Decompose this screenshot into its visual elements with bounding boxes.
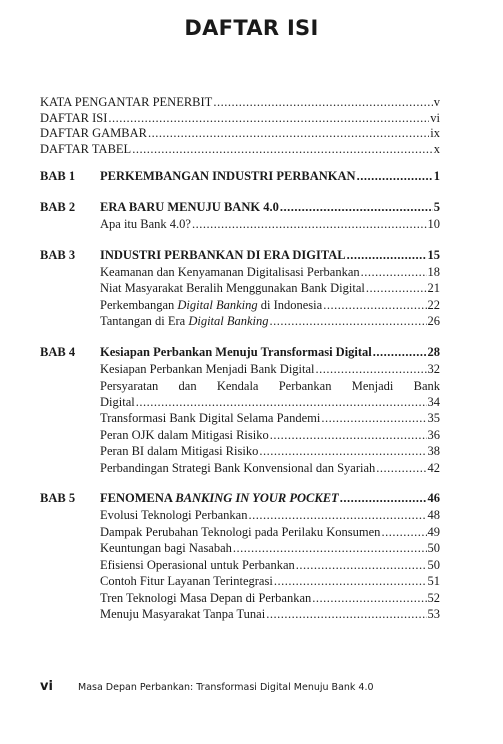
section-title-part: di Indonesia: [257, 297, 323, 312]
toc-page-number: 28: [427, 344, 440, 359]
chapter-title-row[interactable]: [100, 169, 440, 186]
toc-section-row[interactable]: [100, 607, 440, 624]
toc-section-row[interactable]: [100, 591, 440, 608]
chapter-title-row[interactable]: [100, 248, 440, 265]
toc-section-row[interactable]: [100, 281, 440, 298]
running-title: Masa Depan Perbankan: Transformasi Digital Menuju Bank 4.0: [78, 682, 374, 693]
toc-page-number: 51: [427, 574, 440, 588]
toc-section-row[interactable]: [100, 525, 440, 542]
dot-leader: [148, 126, 429, 141]
toc-chapter-3: [40, 248, 440, 331]
dot-leader: [347, 248, 427, 263]
toc-section-row[interactable]: [100, 362, 440, 379]
toc-page-number: 50: [427, 557, 440, 572]
section-title: Peran BI dalam Mitigasi Risiko: [100, 444, 259, 458]
toc-section-row[interactable]: [100, 217, 440, 234]
toc-page-number: 49: [427, 524, 440, 539]
toc-section-row[interactable]: [100, 508, 440, 525]
toc-page-number: 42: [427, 460, 440, 475]
toc-page-number: 5: [433, 200, 440, 214]
section-title: [100, 314, 269, 329]
toc-section-row[interactable]: [100, 541, 440, 558]
section-title: Dampak Perubahan Teknologi pada Perilaku Konsumen: [100, 524, 381, 539]
dot-leader: [340, 491, 427, 506]
chapter-title-row[interactable]: [100, 345, 440, 362]
chapter-title: INDUSTRI PERBANKAN DI ERA DIGITAL: [100, 247, 346, 262]
toc-page-number: 50: [427, 541, 440, 555]
chapter-label: BAB 1: [40, 169, 76, 183]
dot-leader: [321, 411, 426, 426]
section-title: Perbandingan Strategi Bank Konvensional dan Syariah: [100, 460, 376, 475]
dot-leader: [312, 591, 426, 606]
chapter-title: PERKEMBANGAN INDUSTRI PERBANKAN: [100, 169, 356, 183]
dot-leader: [192, 217, 427, 232]
section-title: Evolusi Teknologi Perbankan: [100, 508, 248, 522]
dot-leader: [132, 142, 433, 157]
toc-front-kata-pengantar[interactable]: [40, 95, 440, 111]
dot-leader: [280, 200, 433, 215]
toc-page-number: 34: [427, 394, 440, 409]
dot-leader: [323, 298, 426, 313]
section-title: Contoh Fitur Layanan Terintegrasi: [100, 574, 273, 588]
section-title: Peran OJK dalam Mitigasi Risiko: [100, 427, 269, 442]
section-title: Apa itu Bank 4.0?: [100, 217, 191, 231]
chapter-title-italic: BANKING IN YOUR POCKET: [175, 491, 339, 505]
table-of-contents: [40, 95, 440, 624]
chapter-title-part: FENOMENA: [100, 491, 176, 505]
section-title: Kesiapan Perbankan Menjadi Bank Digital: [100, 361, 315, 376]
toc-front-daftar-tabel[interactable]: [40, 142, 440, 158]
dot-leader: [361, 265, 427, 280]
toc-page-number: x: [433, 141, 440, 156]
chapter-label: BAB 4: [40, 344, 76, 359]
page-footer: [40, 679, 460, 694]
toc-chapter-2: [40, 200, 440, 234]
section-title-line-2: Digital: [100, 394, 135, 409]
dot-leader: [366, 281, 427, 296]
section-title: Transformasi Bank Digital Selama Pandemi: [100, 411, 321, 425]
toc-section-row[interactable]: [100, 395, 440, 412]
page-title: DAFTAR ISI: [184, 16, 319, 40]
chapter-label: BAB 3: [40, 247, 76, 262]
toc-page-number: 52: [427, 590, 440, 605]
dot-leader: [266, 607, 426, 622]
toc-page-number: 46: [427, 491, 440, 505]
toc-section-row[interactable]: [100, 411, 440, 428]
toc-page-number: ix: [430, 126, 440, 140]
chapter-title-row[interactable]: [100, 200, 440, 217]
toc-page-number: 10: [427, 217, 440, 231]
toc-page-number: 35: [427, 411, 440, 425]
dot-leader: [249, 508, 427, 523]
section-title: Keuntungan bagi Nasabah: [100, 541, 232, 555]
chapter-title-row[interactable]: [100, 491, 440, 508]
section-title: [100, 298, 322, 313]
toc-chapter-4: [40, 345, 440, 478]
toc-section-row[interactable]: [100, 558, 440, 575]
toc-page-number: 48: [427, 508, 440, 522]
toc-entry-label: DAFTAR TABEL: [40, 141, 132, 156]
dot-leader: [136, 395, 427, 410]
chapter-title: Kesiapan Perbankan Menuju Transformasi Digital: [100, 344, 372, 359]
toc-front-daftar-isi[interactable]: [40, 111, 440, 127]
toc-page-number: v: [433, 95, 440, 109]
section-title: Keamanan dan Kenyamanan Digitalisasi Perbankan: [100, 264, 360, 279]
toc-page-number: 38: [427, 444, 440, 458]
toc-chapter-5: [40, 491, 440, 624]
toc-page-number: 1: [433, 169, 440, 183]
toc-entry-label: DAFTAR ISI: [40, 110, 108, 125]
section-title: Menuju Masyarakat Tanpa Tunai: [100, 607, 266, 621]
section-title: Efisiensi Operasional untuk Perbankan: [100, 557, 295, 572]
section-title: Niat Masyarakat Beralih Menggunakan Bank Digital: [100, 281, 365, 295]
toc-section-row[interactable]: [100, 461, 440, 478]
dot-leader: [259, 444, 426, 459]
toc-entry-label: KATA PENGANTAR PENERBIT: [40, 95, 213, 109]
dot-leader: [357, 169, 433, 184]
toc-page-number: 32: [427, 361, 440, 376]
dot-leader: [270, 428, 427, 443]
section-title-line-1[interactable]: Persyaratan dan Kendala Perbankan Menjadi Bank: [100, 379, 440, 393]
dot-leader: [381, 525, 426, 540]
section-title-italic: Digital Banking: [177, 297, 258, 312]
toc-front-daftar-gambar[interactable]: [40, 126, 440, 142]
dot-leader: [213, 95, 432, 110]
page-folio: vi: [40, 679, 53, 694]
toc-page-number: 26: [427, 314, 440, 328]
section-title-italic: Digital Banking: [188, 314, 269, 328]
section-title-part: Perkembangan: [100, 297, 178, 312]
chapter-title: [100, 491, 339, 506]
toc-section-row[interactable]: [100, 314, 440, 331]
section-title: Tren Teknologi Masa Depan di Perbankan: [100, 590, 312, 605]
toc-page-number: vi: [430, 110, 440, 125]
chapter-title: ERA BARU MENUJU BANK 4.0: [100, 200, 279, 214]
dot-leader: [108, 111, 429, 126]
dot-leader: [270, 314, 427, 329]
toc-section-row[interactable]: [100, 265, 440, 282]
toc-page-number: 36: [427, 427, 440, 442]
chapter-label: BAB 5: [40, 491, 76, 505]
dot-leader: [274, 574, 427, 589]
toc-section-row[interactable]: [100, 574, 440, 591]
toc-section-row[interactable]: [100, 428, 440, 445]
toc-page-number: 21: [427, 281, 440, 295]
chapter-label: BAB 2: [40, 200, 76, 214]
section-title-part: Tantangan di Era: [100, 314, 189, 328]
toc-entry-label: DAFTAR GAMBAR: [40, 126, 148, 140]
toc-page-number: 15: [427, 247, 440, 262]
toc-section-row[interactable]: [100, 444, 440, 461]
toc-page-number: 22: [427, 297, 440, 312]
toc-page-number: 53: [427, 607, 440, 621]
dot-leader: [373, 345, 427, 360]
toc-chapter-1: [40, 169, 440, 186]
dot-leader: [296, 558, 427, 573]
dot-leader: [233, 541, 427, 556]
toc-section-row[interactable]: [100, 298, 440, 315]
toc-page-number: 18: [427, 264, 440, 279]
dot-leader: [376, 461, 426, 476]
dot-leader: [316, 362, 427, 377]
